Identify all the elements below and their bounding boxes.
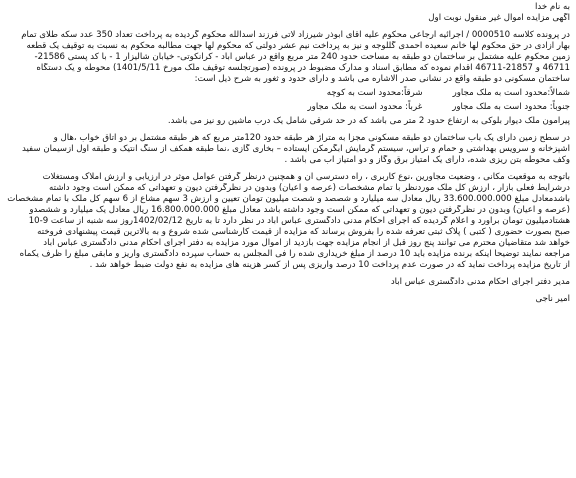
- boundary-south: جنوباً: محدود است به ملک مجاور: [452, 102, 570, 112]
- text-line: آشپزخانه و سرویس بهداشتی و حمام و تراس، سیستم گرمایش آبگرمکن ایستاده – بخاری گازی ،نما طبقه همکف از سنگ آنتیک و طبقه اول ازسیمان سفید: [21, 144, 570, 154]
- text-line: ساختمان مسکونی دو طبقه واقع در نشانی صدر الاشاره می باشد و دارای حدود و ثغور به شرح ذیل است:: [194, 74, 570, 84]
- boundary-east: شرقاً:محدود است به کوچه: [326, 88, 423, 98]
- text-line: وکف محوطه بتن ریزی شده، دارای یک امتیاز برق وگاز و دو امتیاز آب می باشد .: [284, 155, 570, 165]
- text-line: در پرونده کلاسه 0000510 / اجرائیه ارجاعی محکوم علیه آقای ابوذر شیرزاد لاتی فرزند اسدالله محکوم گردیده به پرداخت تعداد 350 عدد سکه طلای تمام: [21, 30, 570, 40]
- boundary-north: شمالاً:محدود است به ملک مجاور: [452, 88, 570, 98]
- signatory-name: امیر ناجی: [535, 294, 570, 304]
- bismillah: به نام خدا: [534, 2, 570, 12]
- fence-description: پیرامون ملک دیوار بلوکی به ارتفاع حدود 2 متر می باشد که در حد شرقی شامل یک درب ماشین رو نیز می باشد.: [167, 116, 570, 126]
- text-line: باتوجه به موقعیت مکانی ، وضعیت مجاورین ،نوع کاربری ، راه دسترسی آن و همچنین درنظر گرفتن عوامل موثر در ارزیابی و ارزش املاک ومستغلات: [42, 172, 570, 182]
- boundaries-north-east: [6, 88, 570, 99]
- notice-title: آگهی مزایده اموال غیر منقول نوبت اول: [428, 13, 570, 23]
- text-line: زمین محکوم علیه مشتمل بر ساختمان دو طبقه به مساحت حدود 240 متر مربع واقع در عباس آباد - کرانکوتی- خیابان شالیزار 1 - با کد پستی 21586-: [34, 52, 570, 62]
- paragraph-intro: [6, 30, 570, 85]
- text-line: بهار آزادی در حق محکوم لها خانم سعیده احمدی گللوجه و نیز به پرداخت نیم عشر دولتی که محکوم لها جهت مطالبه محکوم به نسبت به توقیف یک قطعه: [26, 41, 570, 51]
- text-line: هشتادمیلیون تومان براورد و اعلام گردیده که اجرای احکام مدنی دادگستری عباس آباد در نظر دارد تا به تاریخ 1402/02/12روز سه شنبه از ساعت 9-10: [28, 216, 570, 226]
- text-line: (عرصه و اعیان) وبدون در نظرگرفتن دیون و تعهداتی که ممکن است وجود داشته باشد معادل مبلغ 16.800.000.000 ریال معادل یک میلیارد و ششصدو: [29, 205, 570, 215]
- text-line: 46711 و 21857-46711 اقدام نموده که مطابق اسناد و مدارک مضبوط در پرونده (صورتجلسه توقیف ملک مورخ 1401/5/11) محوطه و یک دستگاه: [36, 63, 570, 73]
- boundary-west: غرباً: محدود است به ملک مجاور: [307, 102, 423, 112]
- boundaries-south-west: [6, 102, 570, 113]
- text-line: در سطح زمین دارای یک باب ساختمان دو طبقه مسکونی مجزا به متراژ هر طبقه حدود 120متر مربع که هر طبقه مشتمل بر دو اتاق خواب ،هال و: [53, 133, 570, 143]
- text-line: صبح بصورت حضوری ( کتبی ) پلاک ثبتی تعرفه شده را بفروش برساند که مزایده از قیمت کارشناسی شده شروع و به بالاترین قیمت پیشنهادی فروخته: [37, 227, 570, 237]
- text-line: از تاریخ مزایده پرداخت نماید که در صورت عدم پرداخت 10 درصد واریزی پس از کسر هزینه های مزایده به نفع دولت ضبط خواهد شد .: [89, 260, 570, 270]
- text-line: باشدمعادل مبلغ 33.600.000.000 ریال معادل سه میلیارد و شصصد و شصت میلیون تومان تعیین و ارزش 3 سهم مشاع از 6 سهم کل ملک با تمام مشخصات: [7, 194, 570, 204]
- text-line: مراجعه نمایند توضیحا اینکه برنده مزایده باید 10 درصد از مبلغ خریداری شده را فی المجلس به حساب سپرده دادگستری واریز و مابقی مبلغ را ظرف یکماه: [19, 249, 570, 259]
- signatory-office: مدیر دفتر اجرای احکام مدنی دادگستری عباس آباد: [390, 277, 570, 287]
- text-line: درشرایط فعلی بازار ، ارزش کل ملک موردنظر با تمام مشخصات (عرصه و اعیان) وبدون در نظرگرفتن دیون و تعهداتی که ممکن است وجود داشته: [49, 183, 570, 193]
- text-line: خواهد شد متقاضیان محترم می توانند پنج روز قبل از انجام مزایده جهت بازدید از اموال مورد مزایده به دفتر اجرای احکام مدنی دادگستری عباس آباد: [43, 238, 570, 248]
- paragraph-valuation: [6, 172, 570, 271]
- paragraph-building: [6, 133, 570, 166]
